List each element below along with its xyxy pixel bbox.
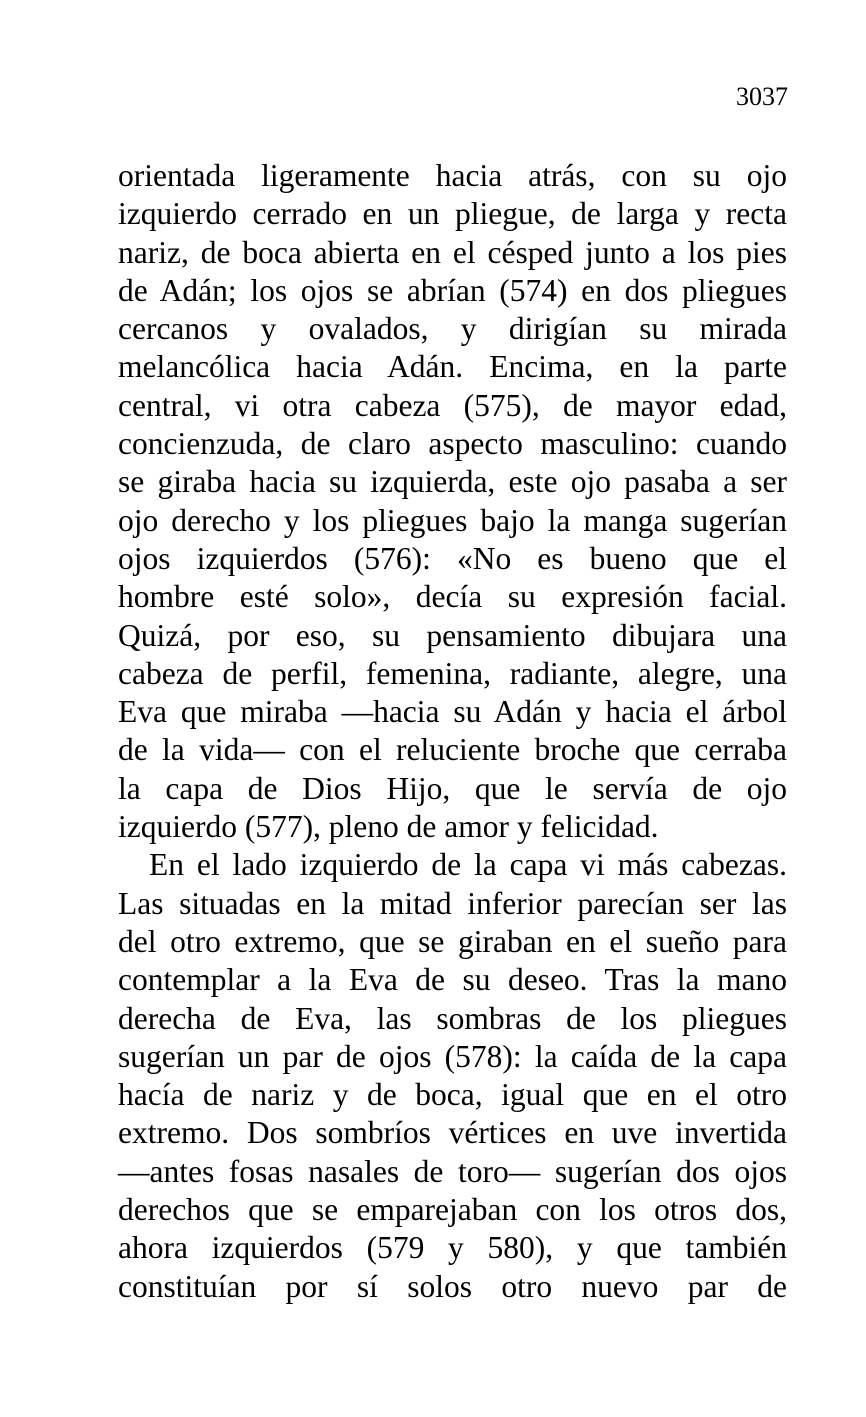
text-line: contemplar a la Eva de su deseo. Tras la mano <box>118 962 787 998</box>
text-line: constituían por sí solos otro nuevo par de <box>118 1268 787 1304</box>
text-line: cercanos y ovalados, y dirigían su mirada <box>118 311 787 347</box>
paragraph <box>118 846 787 1306</box>
body-text <box>118 157 787 1306</box>
text-line: la capa de Dios Hijo, que le servía de ojo <box>118 770 787 806</box>
text-line: derechos que se emparejaban con los otros dos, <box>118 1192 787 1228</box>
text-line: Eva que miraba —hacia su Adán y hacia el árbol <box>118 694 787 730</box>
text-line: del otro extremo, que se giraban en el sueño para <box>118 923 787 959</box>
text-line: concienzuda, de claro aspecto masculino: cuando <box>118 426 787 462</box>
text-line: derecha de Eva, las sombras de los pliegues <box>118 1000 787 1036</box>
text-line: orientada ligeramente hacia atrás, con su ojo <box>118 158 787 193</box>
text-line: sugerían un par de ojos (578): la caída de la capa <box>118 1038 787 1074</box>
paragraph <box>118 157 787 846</box>
text-line: En el lado izquierdo de la capa vi más cabezas. <box>149 847 787 883</box>
text-line: de la vida— con el reluciente broche que cerraba <box>118 732 787 768</box>
text-line: melancólica hacia Adán. Encima, en la parte <box>118 349 787 385</box>
text-line: ahora izquierdos (579 y 580), y que también <box>118 1230 787 1266</box>
text-line: nariz, de boca abierta en el césped junto a los pies <box>118 234 787 270</box>
text-line: se giraba hacia su izquierda, este ojo pasaba a ser <box>118 464 787 500</box>
text-line: hombre esté solo», decía su expresión facial. <box>118 579 787 615</box>
text-line: izquierdo cerrado en un pliegue, de larga y recta <box>118 196 787 232</box>
text-line: ojos izquierdos (576): «No es bueno que el <box>118 540 787 576</box>
text-line: ojo derecho y los pliegues bajo la manga sugerían <box>118 502 787 538</box>
page-number: 3037 <box>736 82 788 111</box>
text-line: cabeza de perfil, femenina, radiante, alegre, una <box>118 655 787 691</box>
text-line: extremo. Dos sombríos vértices en uve invertida <box>118 1115 787 1151</box>
text-line: izquierdo (577), pleno de amor y felicidad. <box>118 809 659 845</box>
text-line: hacía de nariz y de boca, igual que en el otro <box>118 1077 787 1113</box>
text-line: Las situadas en la mitad inferior parecían ser las <box>118 885 787 921</box>
text-line: central, vi otra cabeza (575), de mayor edad, <box>118 387 787 423</box>
text-line: —antes fosas nasales de toro— sugerían dos ojos <box>118 1153 787 1189</box>
text-line: de Adán; los ojos se abrían (574) en dos pliegues <box>118 272 787 308</box>
text-line: Quizá, por eso, su pensamiento dibujara una <box>118 617 787 653</box>
